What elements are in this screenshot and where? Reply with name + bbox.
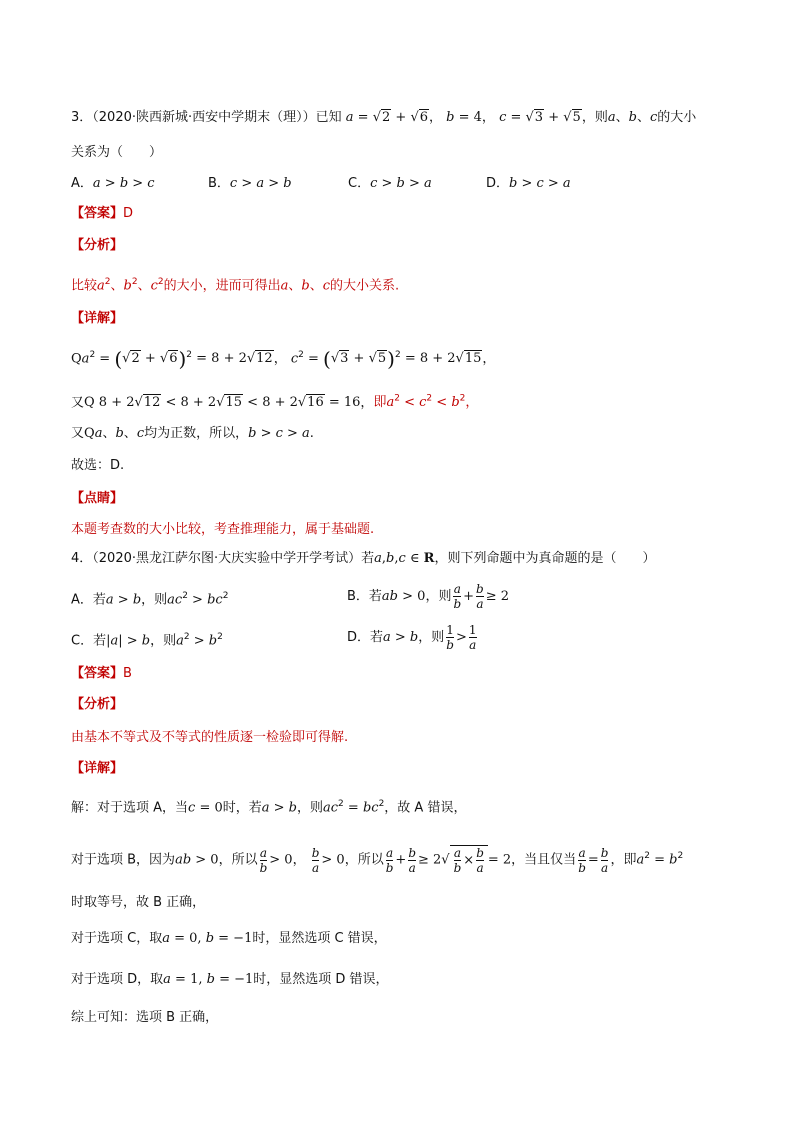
q3-comment-label: 【点睛】 bbox=[71, 491, 124, 506]
q4-analysis-label: 【分析】 bbox=[71, 697, 124, 712]
q4-stem: 4．（2020·黑龙江萨尔图·大庆实验中学开学考试）若a,b,c ∈ R，则下列命题中为真命题的是（ ） bbox=[71, 551, 656, 566]
q3-detail-line2: 又Q 8 + 2√12 < 8 + 2√15 < 8 + 2√16 = 16，即$a^2 < c^2 < b^2$， bbox=[71, 394, 479, 411]
q4-detail-line2: 对于选项 B，因为ab > 0，所以 $\frac{a}{b}$ > 0， $\frac{b}{a}$ > 0，所以 $\frac{a}{b}$ + $\frac{b}{a}$ ≥ 2√ $\frac{a}{b}$ × $\frac{b}{a}$ = 2，当且仅当 $\frac{a}{b}$ = $\frac{b}{a}$ ，即$a^2 = b^2$ bbox=[71, 845, 684, 875]
q4-summary: 综上可知：选项 B 正确， bbox=[71, 1010, 219, 1025]
q3-option-d: D．b > c > a bbox=[486, 176, 571, 191]
q3-analysis-label: 【分析】 bbox=[71, 238, 124, 253]
q3-comment-text: 本题考查数的大小比较，考查推理能力，属于基础题. bbox=[71, 522, 375, 537]
q4-option-a: A．若a > b，则$ac^2 > bc^2$ bbox=[71, 591, 229, 608]
q4-option-b: B．若ab > 0，则 $\frac{a}{b}$ + $\frac{b}{a}$ ≥ 2 bbox=[347, 582, 510, 611]
q3-detail-label: 【详解】 bbox=[71, 311, 124, 326]
q4-option-c: C．若|a| > b，则$a^2 > b^2$ bbox=[71, 632, 223, 649]
q3-source: 3．（2020·陕西新城·西安中学期末（理））已知 bbox=[71, 110, 342, 125]
q4-detail-line4: 对于选项 C，取a = 0, b = −1时，显然选项 C 错误， bbox=[71, 931, 387, 946]
q3-stem-line2: 关系为（ ） bbox=[71, 145, 163, 160]
q3-analysis-text: 比较$a^2$、$b^2$、$c^2$的大小，进而可得出a、b、c的大小关系. bbox=[71, 277, 400, 294]
q3-choice: 故选：D. bbox=[71, 458, 125, 473]
q3-option-a: A．a > b > c bbox=[71, 176, 155, 191]
q3-option-b: B．c > a > b bbox=[208, 176, 292, 191]
q4-detail-line1: 解：对于选项 A，当c = 0时，若a > b，则$ac^2 = bc^2$，故 A 错误， bbox=[71, 799, 467, 816]
q4-detail-label: 【详解】 bbox=[71, 761, 124, 776]
q4-detail-line5: 对于选项 D，取a = 1, b = −1时，显然选项 D 错误， bbox=[71, 972, 389, 987]
q4-analysis-text: 由基本不等式及不等式的性质逐一检验即可得解. bbox=[71, 730, 349, 745]
q4-answer: 【答案】B bbox=[71, 666, 132, 681]
q3-stem: 3．（2020·陕西新城·西安中学期末（理））已知 a = √2 + √6， b = 4， c = √3 + √5，则a、b、c的大小 bbox=[71, 110, 697, 125]
q3-detail-line3: 又Qa、b、c均为正数，所以，b > c > a. bbox=[71, 426, 314, 441]
q3-answer: 【答案】D bbox=[71, 206, 134, 221]
q4-option-d: D．若a > b，则 $\frac{1}{b}$ > $\frac{1}{a}$ bbox=[347, 623, 477, 652]
q4-detail-line3: 时取等号，故 B 正确， bbox=[71, 895, 206, 910]
q4-source: 4．（2020·黑龙江萨尔图·大庆实验中学开学考试）若 bbox=[71, 551, 375, 566]
q3-option-c: C．c > b > a bbox=[348, 176, 432, 191]
q3-detail-line1: $Qa^2 = (√2 + √6)^2 = 8 + 2√12$， $c^2 = (√3 + √5)^2 = 8 + 2√15$， bbox=[71, 346, 496, 371]
